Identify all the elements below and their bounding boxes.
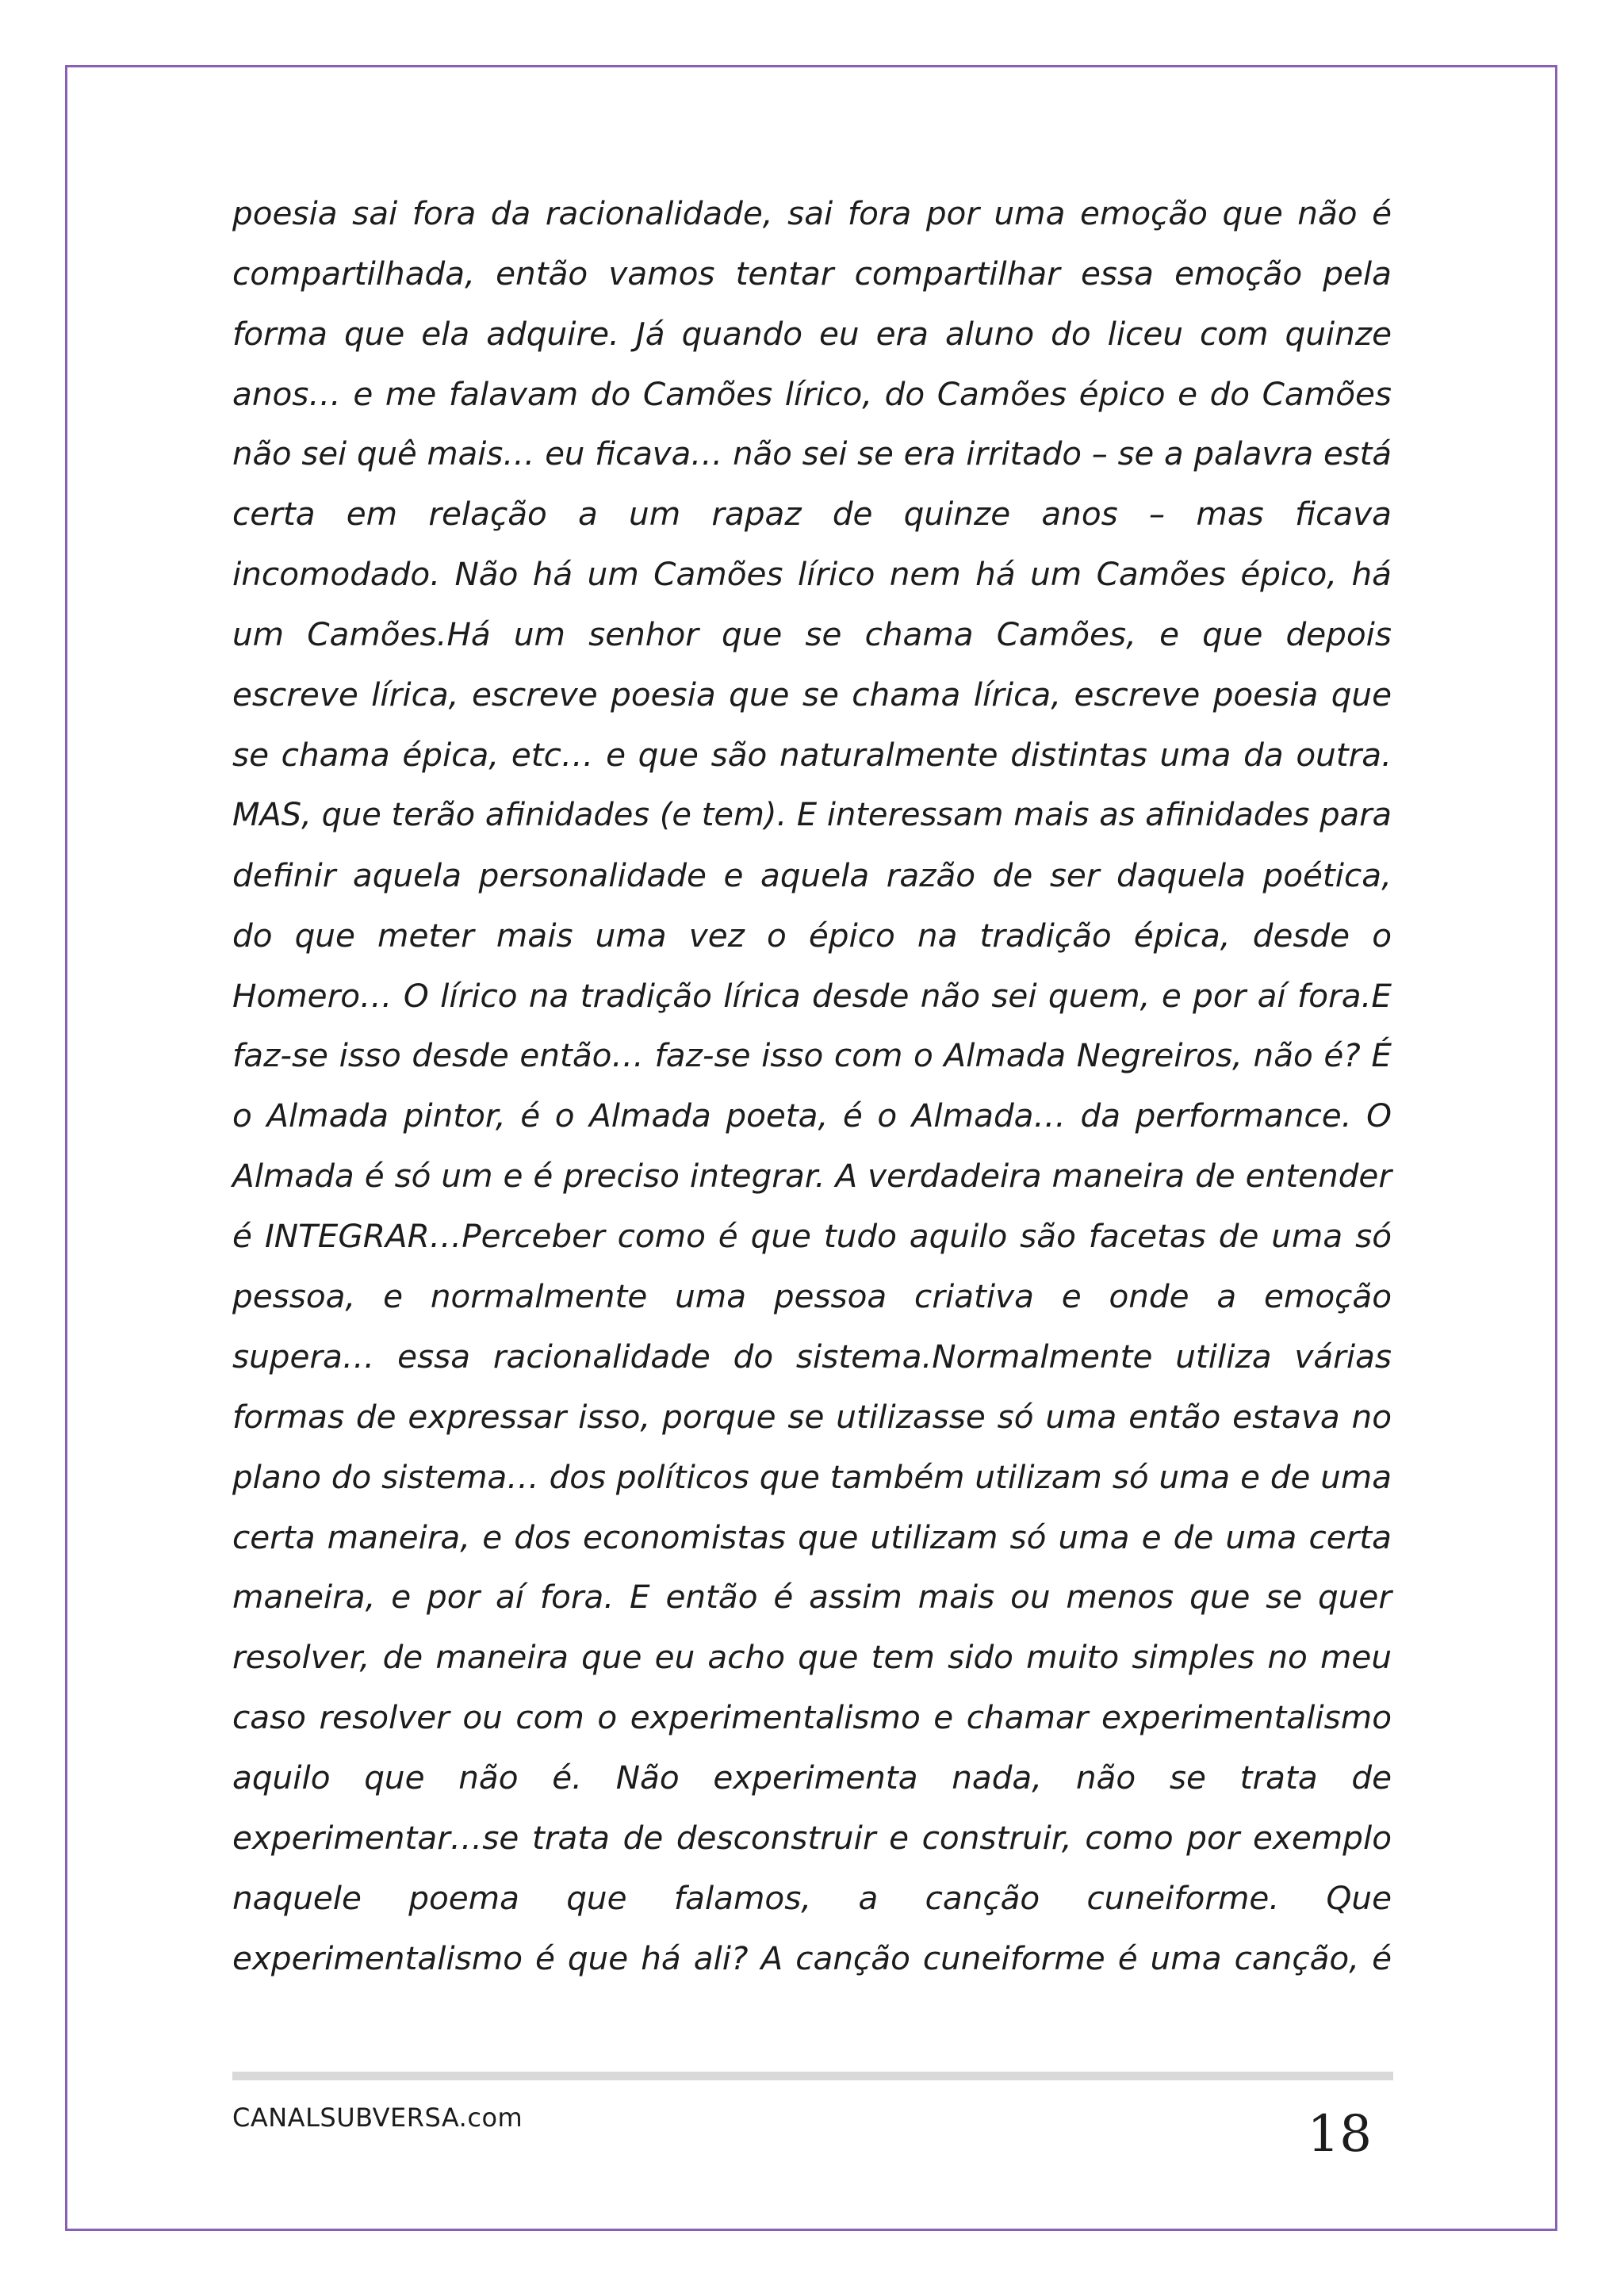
text-line: forma que ela adquire. Já quando eu era aluno do liceu com quinze — [232, 314, 1392, 353]
text-line: resolver, de maneira que eu acho que tem sido muito simples no meu — [232, 1638, 1392, 1677]
text-line: do que meter mais uma vez o épico na tradição épica, desde o — [232, 916, 1392, 955]
footer-site-name: CANALSUBVERSA.com — [232, 2103, 523, 2133]
text-line: certa em relação a um rapaz de quinze anos – mas ficava — [232, 495, 1392, 534]
text-line: anos… e me falavam do Camões lírico, do Camões épico e do Camões — [232, 374, 1392, 413]
text-line: é INTEGRAR…Perceber como é que tudo aquilo são facetas de uma só — [232, 1217, 1392, 1256]
text-line: experimentar…se trata de desconstruir e construir, como por exemplo — [232, 1819, 1392, 1858]
text-line: naquele poema que falamos, a canção cuneiforme. Que — [232, 1878, 1392, 1917]
text-line: supera… essa racionalidade do sistema.Normalmente utiliza várias — [232, 1337, 1392, 1376]
body-text — [232, 184, 1392, 1989]
text-line: definir aquela personalidade e aquela razão de ser daquela poética, — [232, 855, 1392, 894]
text-line: incomodado. Não há um Camões lírico nem há um Camões épico, há — [232, 555, 1392, 594]
text-line: o Almada pintor, é o Almada poeta, é o Almada… da performance. O — [232, 1096, 1392, 1135]
text-line: escreve lírica, escreve poesia que se chama lírica, escreve poesia que — [232, 675, 1392, 714]
text-line: formas de expressar isso, porque se utilizasse só uma então estava no — [232, 1397, 1392, 1436]
text-line: plano do sistema… dos políticos que também utilizam só uma e de uma — [232, 1457, 1392, 1496]
text-line: pessoa, e normalmente uma pessoa criativa e onde a emoção — [232, 1277, 1392, 1316]
text-line: Almada é só um e é preciso integrar. A verdadeira maneira de entender — [232, 1157, 1392, 1196]
text-line: caso resolver ou com o experimentalismo e chamar experimentalismo — [232, 1698, 1392, 1737]
text-line: não sei quê mais… eu ficava… não sei se era irritado – se a palavra está — [232, 435, 1392, 473]
text-line: certa maneira, e dos economistas que utilizam só uma e de uma certa — [232, 1517, 1392, 1556]
text-line: Homero… O lírico na tradição lírica desde não sei quem, e por aí fora.E — [232, 976, 1392, 1015]
text-line: aquilo que não é. Não experimenta nada, não se trata de — [232, 1758, 1392, 1797]
page-number: 18 — [1307, 2105, 1372, 2164]
footer-divider — [232, 2072, 1393, 2080]
text-line: um Camões.Há um senhor que se chama Camões, e que depois — [232, 615, 1392, 654]
text-line: poesia sai fora da racionalidade, sai fora por uma emoção que não é — [232, 194, 1392, 232]
text-line: compartilhada, então vamos tentar compartilhar essa emoção pela — [232, 254, 1392, 293]
text-line: experimentalismo é que há ali? A canção cuneiforme é uma canção, é — [232, 1938, 1392, 1977]
text-line: faz-se isso desde então… faz-se isso com o Almada Negreiros, não é? É — [232, 1036, 1392, 1075]
text-line: se chama épica, etc… e que são naturalmente distintas uma da outra. — [232, 736, 1392, 775]
text-line: maneira, e por aí fora. E então é assim mais ou menos que se quer — [232, 1578, 1392, 1617]
text-line: MAS, que terão afinidades (e tem). E interessam mais as afinidades para — [232, 796, 1392, 833]
